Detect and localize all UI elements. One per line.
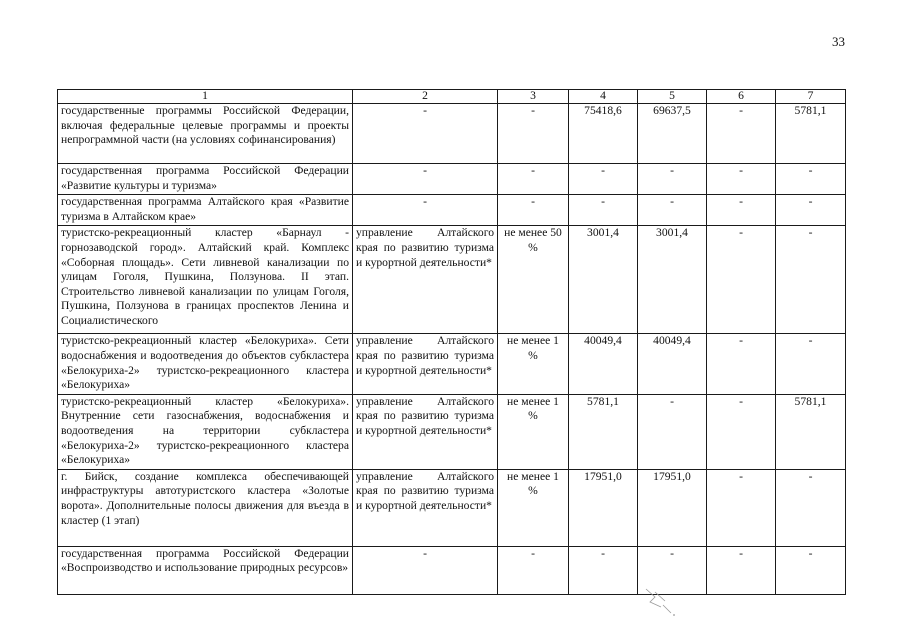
amount-federal-cell: 17951,0: [638, 469, 707, 546]
table-row: [58, 195, 846, 226]
amount-federal-cell: 69637,5: [638, 104, 707, 164]
program-name-cell: г. Бийск, создание комплекса обеспечивающей инфраструктуры автотуристского кластера «Золотые ворота». Дополнительные полосы движения для въезда в кластер (1 этап): [58, 469, 353, 546]
amount-regional-cell: -: [707, 394, 776, 469]
table-row: [58, 334, 846, 394]
table-row: [58, 226, 846, 334]
amount-federal-cell: -: [638, 546, 707, 594]
program-name-cell: туристско-рекреационный кластер «Барнаул - горнозаводской город». Алтайский край. Комплекс «Соборная площадь». Сети ливневой канализации по улицам Гоголя, Пушкина, Ползунова. II этап. Строительство ливневой канализации по улицам Гоголя, Пушкина, Ползунова в границах проспектов Ленина и Социалистического: [58, 226, 353, 334]
cofinancing-share-cell: -: [498, 195, 569, 226]
budget-table: [57, 89, 846, 595]
table-row: [58, 104, 846, 164]
table-row: [58, 546, 846, 594]
program-name-cell: туристско-рекреационный кластер «Белокуриха». Внутренние сети газоснабжения, водоснабжения и водоотведения на территории субкластера «Белокуриха-2» туристско-рекреационного кластера «Белокуриха»: [58, 394, 353, 469]
cofinancing-share-cell: -: [498, 164, 569, 195]
column-number: 4: [569, 90, 638, 104]
amount-total-cell: 3001,4: [569, 226, 638, 334]
column-number: 3: [498, 90, 569, 104]
amount-other-cell: -: [776, 334, 846, 394]
executor-cell: управление Алтайского края по развитию туризма и курортной деятельности*: [353, 469, 498, 546]
amount-total-cell: 17951,0: [569, 469, 638, 546]
cofinancing-share-cell: не менее 50 %: [498, 226, 569, 334]
amount-total-cell: -: [569, 164, 638, 195]
column-number: 5: [638, 90, 707, 104]
table-row: [58, 469, 846, 546]
amount-total-cell: -: [569, 546, 638, 594]
executor-cell: -: [353, 546, 498, 594]
amount-regional-cell: -: [707, 546, 776, 594]
executor-cell: -: [353, 195, 498, 226]
column-number: 7: [776, 90, 846, 104]
amount-total-cell: -: [569, 195, 638, 226]
amount-other-cell: 5781,1: [776, 394, 846, 469]
executor-cell: -: [353, 104, 498, 164]
amount-regional-cell: -: [707, 226, 776, 334]
column-number-row: [58, 90, 846, 104]
program-name-cell: туристско-рекреационный кластер «Белокуриха». Сети водоснабжения и водоотведения до объектов субкластера «Белокуриха-2» туристско-рекреационного кластера «Белокуриха»: [58, 334, 353, 394]
table-row: [58, 164, 846, 195]
amount-other-cell: -: [776, 164, 846, 195]
amount-other-cell: -: [776, 546, 846, 594]
amount-other-cell: 5781,1: [776, 104, 846, 164]
amount-federal-cell: -: [638, 195, 707, 226]
executor-cell: управление Алтайского края по развитию туризма и курортной деятельности*: [353, 394, 498, 469]
amount-other-cell: -: [776, 226, 846, 334]
column-number: 2: [353, 90, 498, 104]
executor-cell: -: [353, 164, 498, 195]
amount-regional-cell: -: [707, 104, 776, 164]
column-number: 6: [707, 90, 776, 104]
page-number: 33: [832, 34, 845, 49]
amount-other-cell: -: [776, 195, 846, 226]
amount-regional-cell: -: [707, 469, 776, 546]
program-name-cell: государственные программы Российской Федерации, включая федеральные целевые программы и проекты непрограммной части (на условиях софинансирования): [58, 104, 353, 164]
amount-total-cell: 75418,6: [569, 104, 638, 164]
amount-federal-cell: -: [638, 394, 707, 469]
program-name-cell: государственная программа Алтайского края «Развитие туризма в Алтайском крае»: [58, 195, 353, 226]
amount-federal-cell: 40049,4: [638, 334, 707, 394]
amount-other-cell: -: [776, 469, 846, 546]
program-name-cell: государственная программа Российской Федерации «Развитие культуры и туризма»: [58, 164, 353, 195]
amount-total-cell: 5781,1: [569, 394, 638, 469]
amount-federal-cell: -: [638, 164, 707, 195]
program-name-cell: государственная программа Российской Федерации «Воспроизводство и использование природных ресурсов»: [58, 546, 353, 594]
cofinancing-share-cell: не менее 1 %: [498, 394, 569, 469]
amount-total-cell: 40049,4: [569, 334, 638, 394]
cofinancing-share-cell: не менее 1 %: [498, 334, 569, 394]
executor-cell: управление Алтайского края по развитию туризма и курортной деятельности*: [353, 226, 498, 334]
handwritten-mark: [643, 583, 679, 617]
amount-regional-cell: -: [707, 195, 776, 226]
cofinancing-share-cell: не менее 1 %: [498, 469, 569, 546]
cofinancing-share-cell: -: [498, 546, 569, 594]
amount-federal-cell: 3001,4: [638, 226, 707, 334]
table-row: [58, 394, 846, 469]
cofinancing-share-cell: -: [498, 104, 569, 164]
amount-regional-cell: -: [707, 334, 776, 394]
executor-cell: управление Алтайского края по развитию туризма и курортной деятельности*: [353, 334, 498, 394]
column-number: 1: [58, 90, 353, 104]
amount-regional-cell: -: [707, 164, 776, 195]
